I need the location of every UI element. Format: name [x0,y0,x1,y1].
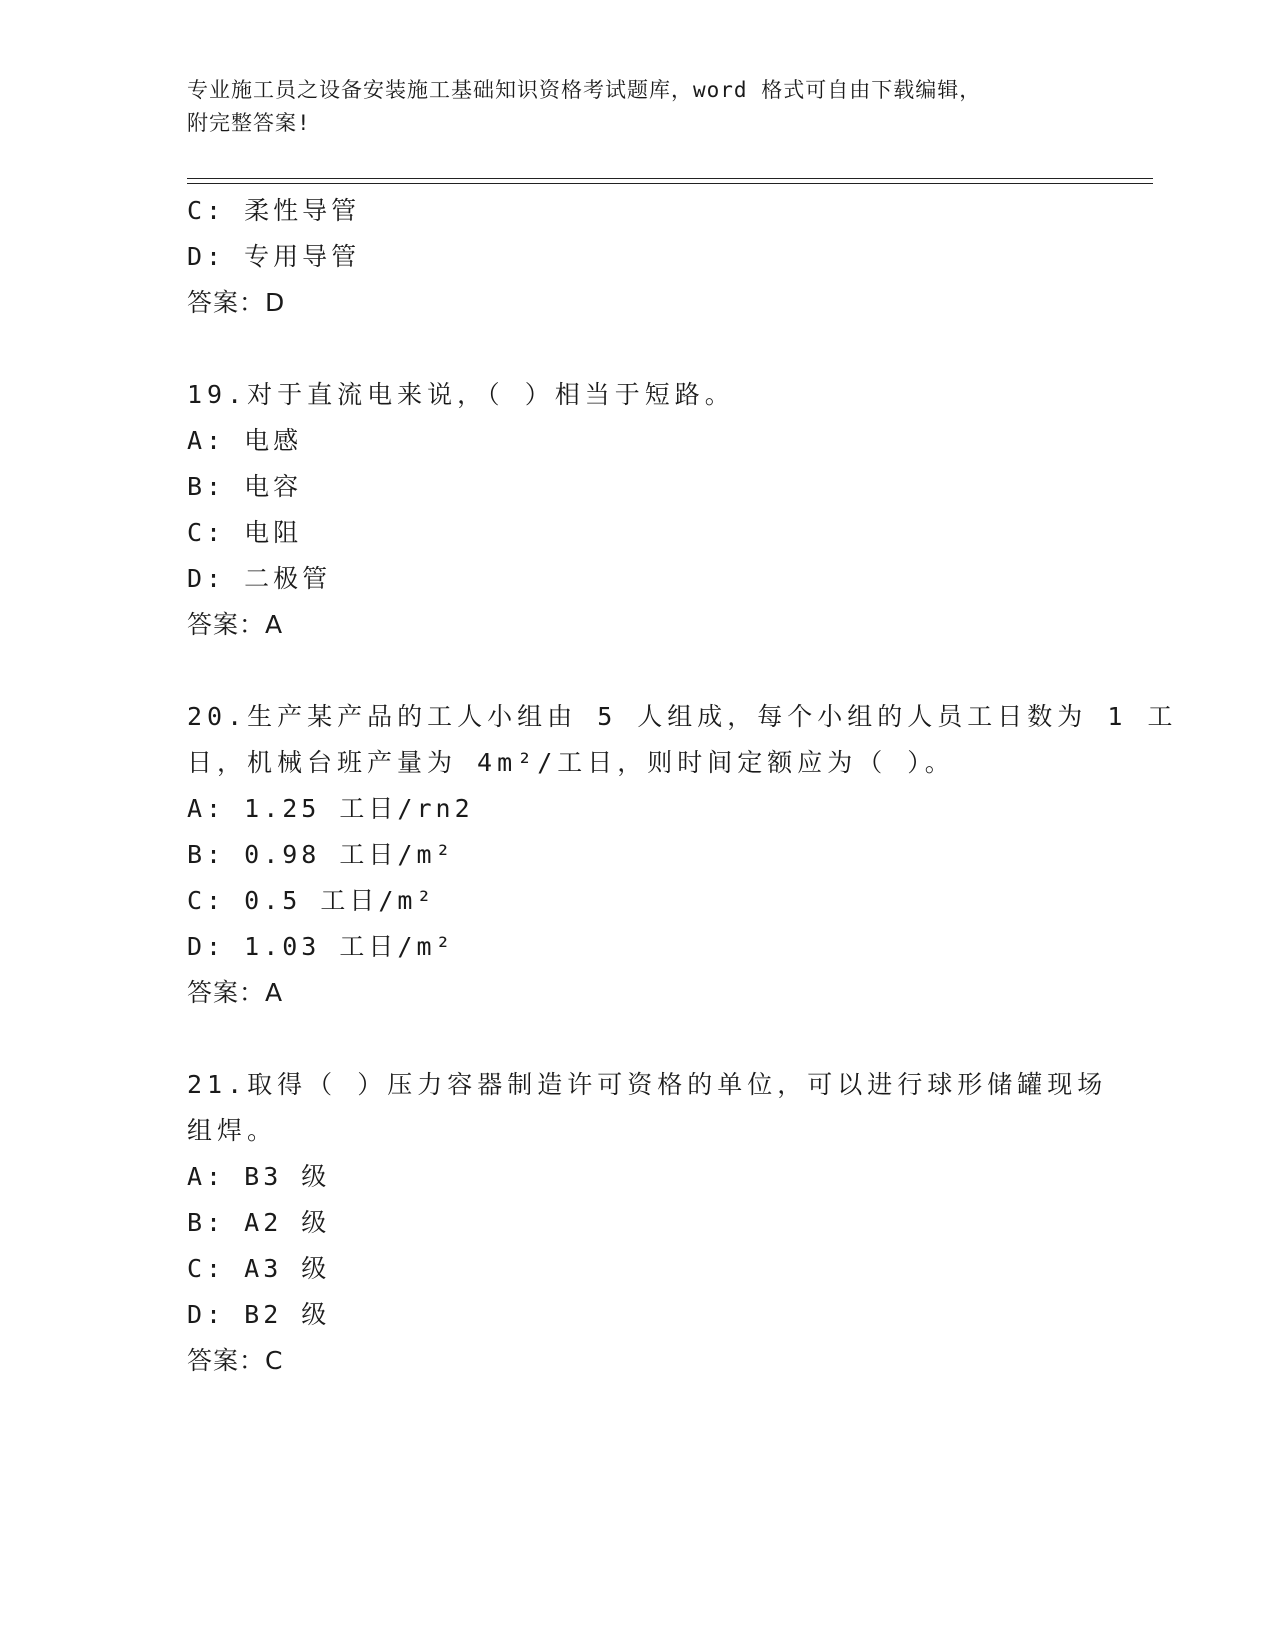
option-a: A: B3 级 [187,1162,331,1191]
question-21 [187,1062,1108,1384]
spacer [187,1016,1087,1062]
spacer [187,648,1087,694]
question-list [187,188,1178,1384]
option-c: C: 电阻 [187,518,303,547]
option-c: C: 0.5 工日/m² [187,886,436,915]
answer-line: 答案：A [187,610,284,639]
question-stem-line-1: 20.生产某产品的工人小组由 5 人组成，每个小组的人员工日数为 1 工 [187,702,1178,731]
spacer [187,326,1087,372]
question-19 [187,372,1087,648]
question-stem-line-2: 日，机械台班产量为 4m²/工日，则时间定额应为（ ）。 [187,748,955,777]
option-b: B: 电容 [187,472,303,501]
option-c: C: 柔性导管 [187,196,361,225]
question-20 [187,694,1178,1016]
question-stem-line-1: 21.取得（ ）压力容器制造许可资格的单位，可以进行球形储罐现场 [187,1070,1108,1099]
option-a: A: 1.25 工日/rn2 [187,794,474,823]
option-b: B: 0.98 工日/m² [187,840,455,869]
question-stem-line-2: 组焊。 [187,1116,278,1145]
option-a: A: 电感 [187,426,303,455]
header-divider-bottom [187,183,1153,184]
question-stem: 19.对于直流电来说，（ ）相当于短路。 [187,380,735,409]
header-divider-top [187,178,1153,179]
option-b: B: A2 级 [187,1208,331,1237]
header-title-line-1: 专业施工员之设备安装施工基础知识资格考试题库，word 格式可自由下载编辑， [187,78,982,102]
document-header [187,74,1087,140]
answer-line: 答案：C [187,1346,284,1375]
option-d: D: 1.03 工日/m² [187,932,455,961]
option-d: D: B2 级 [187,1300,331,1329]
question-18-fragment [187,188,1087,326]
answer-line: 答案：D [187,288,286,317]
option-d: D: 二极管 [187,564,332,593]
answer-line: 答案：A [187,978,284,1007]
header-title-line-2: 附完整答案! [187,111,311,135]
option-c: C: A3 级 [187,1254,331,1283]
option-d: D: 专用导管 [187,242,361,271]
